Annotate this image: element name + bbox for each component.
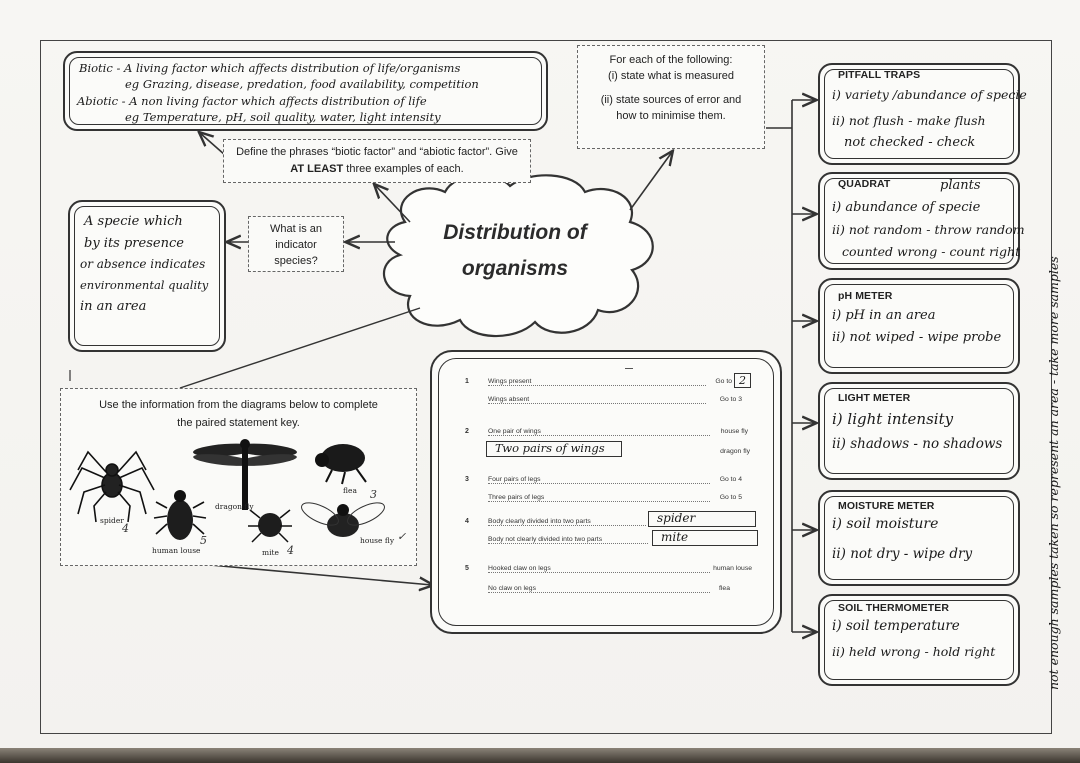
key-goto-1b: Go to 3	[719, 396, 742, 403]
key-num-3: 3	[465, 476, 469, 483]
key-num-4: 4	[465, 518, 469, 525]
method-line: i) soil moisture	[832, 516, 939, 532]
method-line: ii) not wiped - wipe probe	[832, 330, 1002, 345]
key-text: No claw on legs	[488, 585, 536, 592]
definition-answer-box	[63, 51, 548, 131]
definition-prompt-tail: three examples of each.	[343, 163, 464, 175]
key-text: Three pairs of legs	[488, 494, 545, 501]
label-dragonfly: dragon fly	[215, 502, 254, 511]
key-text: Body clearly divided into two parts	[488, 518, 591, 525]
method-title: QUADRAT	[838, 178, 891, 190]
method-box-pitfall	[818, 63, 1027, 165]
mark-mite: 4	[287, 544, 294, 557]
key-row-1b	[488, 396, 706, 404]
key-text: Wings absent	[488, 396, 530, 403]
method-line: counted wrong - count right	[842, 244, 1021, 259]
instructions-box	[577, 45, 765, 149]
label-spider: spider	[100, 516, 124, 525]
key-row-5b	[488, 585, 710, 593]
definition-answer-4: eg Temperature, pH, soil quality, water, light intensity	[125, 110, 441, 124]
definition-answer-3: Abiotic - A non living factor which affects distribution of life	[77, 94, 427, 108]
indicator-answer-box	[68, 200, 226, 352]
key-row-3b	[488, 494, 710, 502]
method-title: PITFALL TRAPS	[838, 69, 921, 81]
key-text: Body not clearly divided into two parts	[488, 536, 603, 543]
method-box-moisture-meter	[818, 490, 1020, 586]
instructions-3: (ii) state sources of error and	[600, 94, 742, 106]
key-goto-3a: Go to 4	[719, 476, 742, 483]
indicator-answer-4: environmental quality	[80, 278, 209, 292]
method-line: ii) held wrong - hold right	[832, 644, 996, 659]
indicator-answer-1: A specie which	[84, 214, 183, 229]
key-goto-1a: Go to	[715, 378, 732, 385]
method-line: ii) shadows - no shadows	[832, 436, 1003, 452]
key-num-2: 2	[465, 428, 469, 435]
key-text: Hooked claw on legs	[488, 565, 551, 572]
method-line: ii) not random - throw random	[832, 222, 1025, 237]
method-line: i) soil temperature	[832, 618, 960, 634]
method-note: plants	[940, 178, 981, 193]
key-goto-5a: human louse	[713, 565, 752, 572]
key-goto-5b: flea	[719, 585, 730, 592]
mite-drawing	[248, 510, 292, 542]
instructions-4: how to minimise them.	[616, 110, 726, 122]
key-tick	[625, 368, 633, 369]
spider-drawing	[70, 452, 154, 522]
key-num-5: 5	[465, 565, 469, 572]
key-row-4b	[488, 536, 648, 544]
key-answer-2b: Two pairs of wings	[486, 441, 622, 457]
key-text: Wings present	[488, 378, 532, 385]
key-answer-4b: mite	[652, 530, 758, 546]
key-num-1: 1	[465, 378, 469, 385]
indicator-prompt-3: species?	[274, 255, 318, 267]
housefly-drawing	[298, 498, 387, 537]
instructions-1: For each of the following:	[609, 54, 733, 66]
mark-spider: 4	[122, 522, 129, 535]
label-flea: flea	[343, 486, 357, 495]
side-note: not enough samples taken so represent an area - take more samples	[1046, 256, 1061, 690]
key-text: One pair of wings	[488, 428, 541, 435]
mark-housefly: ✓	[397, 530, 407, 543]
key-row-2a	[488, 428, 710, 436]
definition-prompt	[223, 139, 531, 183]
instructions-2: (i) state what is measured	[608, 70, 734, 82]
method-title: SOIL THERMOMETER	[838, 602, 950, 614]
definition-prompt-lead: Define the phrases “biotic factor” and “abiotic factor”. Give	[236, 146, 518, 158]
indicator-prompt-1: What is an	[270, 223, 322, 235]
title-line-1: Distribution of	[443, 221, 587, 244]
key-row-3a	[488, 476, 710, 484]
louse-drawing	[154, 490, 206, 540]
label-louse: human louse	[152, 546, 201, 555]
key-row-4a	[488, 518, 646, 526]
diagram-instruction	[61, 396, 416, 432]
method-line: ii) not flush - make flush	[832, 113, 986, 128]
key-answer-4a: spider	[648, 511, 756, 527]
method-box-quadrat	[818, 172, 1025, 270]
indicator-answer-3: or absence indicates	[80, 257, 206, 271]
key-goto-2a: house fly	[720, 428, 748, 435]
page-title	[415, 215, 615, 287]
method-title: LIGHT METER	[838, 392, 911, 404]
key-row-1a	[488, 378, 706, 386]
title-line-2: organisms	[461, 257, 569, 280]
definition-answer-2: eg Grazing, disease, predation, food availability, competition	[125, 77, 479, 91]
key-goto-3b: Go to 5	[719, 494, 742, 501]
method-title: pH METER	[838, 290, 893, 302]
indicator-prompt	[248, 216, 344, 272]
method-title: MOISTURE METER	[838, 500, 935, 512]
key-goto-2b: dragon fly	[720, 448, 750, 455]
mark-flea: 3	[370, 488, 377, 501]
indicator-prompt-2: indicator	[275, 239, 317, 251]
method-line: i) pH in an area	[832, 308, 936, 323]
mark-louse: 5	[200, 534, 207, 547]
diagram-instruction-1: Use the information from the diagrams below to complete	[99, 399, 378, 411]
method-line: not checked - check	[844, 135, 976, 150]
diagram-instruction-2: the paired statement key.	[177, 417, 300, 429]
method-line: i) abundance of specie	[832, 200, 981, 215]
indicator-answer-2: by its presence	[84, 236, 184, 251]
key-goto-box: 2	[734, 373, 751, 388]
method-line: i) variety /abundance of specie	[832, 87, 1027, 102]
dragonfly-drawing	[193, 439, 298, 510]
flea-drawing	[315, 444, 366, 484]
definition-prompt-bold: AT LEAST	[290, 163, 344, 175]
key-text: Four pairs of legs	[488, 476, 541, 483]
method-box-soil-thermometer	[818, 594, 1020, 686]
key-row-5a	[488, 565, 710, 573]
label-mite: mite	[262, 548, 279, 557]
definition-answer-1: Biotic - A living factor which affects distribution of life/organisms	[79, 61, 461, 75]
method-box-ph-meter	[818, 278, 1020, 374]
method-line: ii) not dry - wipe dry	[832, 546, 973, 562]
indicator-answer-5: in an area	[80, 299, 147, 314]
method-box-light-meter	[818, 382, 1020, 480]
label-housefly: house fly	[360, 536, 395, 545]
method-line: i) light intensity	[832, 410, 954, 428]
